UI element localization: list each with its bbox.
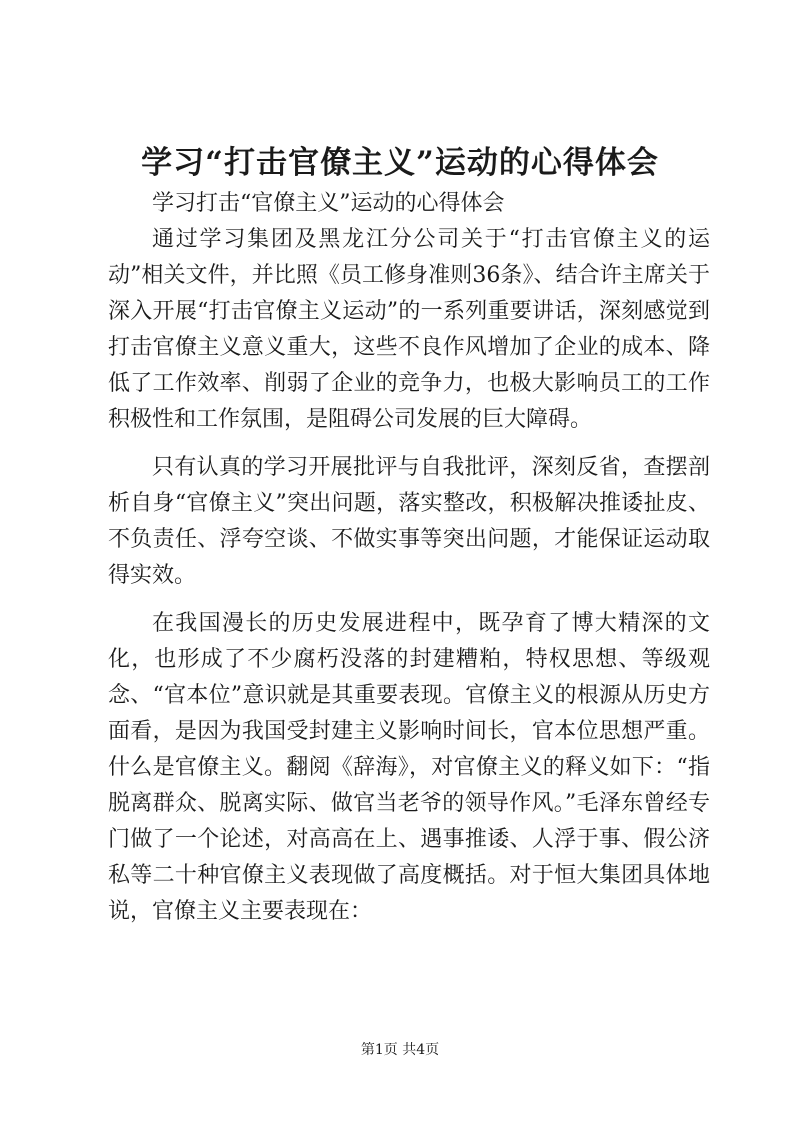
page-footer: 第1页 共4页 [360, 1042, 440, 1058]
document-title: 学习“打击官僚主义”运动的心得体会 [141, 145, 659, 181]
document-body [108, 186, 710, 930]
subtitle-paragraph: 学习打击“官僚主义”运动的心得体会 [152, 191, 505, 216]
body-paragraph: 只有认真的学习开展批评与自我批评，深刻反省，查摆剖析自身“官僚主义”突出问题，落实整改，积极解决推诿扯皮、不负责任、浮夸空谈、不做实事等突出问题，才能保证运动取得实效。 [108, 455, 710, 588]
body-paragraph: 在我国漫长的历史发展进程中，既孕育了博大精深的文化，也形成了不少腐朽没落的封建糟粕，特权思想、等级观念、“官本位”意识就是其重要表现。官僚主义的根源从历史方面看，是因为我国受封建主义影响时间长，官本位思想严重。什么是官僚主义。翻阅《辞海》，对官僚主义的释义如下：“指脱离群众、脱离实际、做官当老爷的领导作风。”毛泽东曾经专门做了一个论述，对高高在上、遇事推诿、人浮于事、假公济私等二十种官僚主义表现做了高度概括。对于恒大集团具体地说，官僚主义主要表现在： [108, 611, 710, 924]
body-paragraph: 通过学习集团及黑龙江分公司关于“打击官僚主义的运动”相关文件，并比照《员工修身准则36条》、结合许主席关于深入开展“打击官僚主义运动”的一系列重要讲话，深刻感觉到打击官僚主义意义重大，这些不良作风增加了企业的成本、降低了工作效率、削弱了企业的竞争力，也极大影响员工的工作积极性和工作氛围，是阻碍公司发展的巨大障碍。 [108, 227, 710, 432]
